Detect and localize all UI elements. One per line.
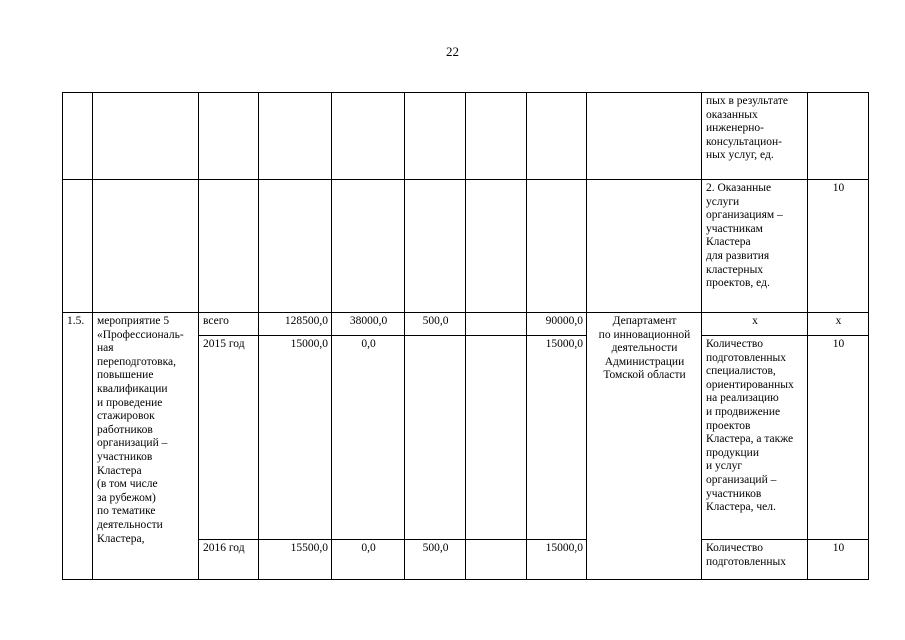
- indicator-cell: [702, 336, 808, 540]
- indicator-text: Количество подготовленных: [706, 542, 786, 568]
- indicator-cell: [702, 93, 808, 180]
- cell-empty: [259, 93, 332, 180]
- cell-empty: [587, 93, 702, 180]
- cell-empty: [466, 180, 527, 313]
- cell-empty: [405, 93, 466, 180]
- total-cell: 128500,0: [259, 313, 332, 336]
- cell-empty: [199, 180, 259, 313]
- amount-cell: [405, 336, 466, 540]
- amount-cell: [466, 540, 527, 580]
- cell-empty: [63, 180, 93, 313]
- amount-cell: 15000,0: [527, 336, 587, 540]
- period-cell: 2016 год: [199, 540, 259, 580]
- table-row: [63, 313, 869, 336]
- cell-empty: [527, 93, 587, 180]
- value-cell: 10: [808, 180, 869, 313]
- indicator-text: пых в результате оказанных инженерно- консультацион- ных услуг, ед.: [706, 95, 788, 162]
- cell-empty: [405, 180, 466, 313]
- total-cell: 15500,0: [259, 540, 332, 580]
- amount-cell: 15000,0: [527, 540, 587, 580]
- value-cell: 10: [808, 336, 869, 540]
- item-number: 1.5.: [63, 313, 93, 580]
- cell-empty: [466, 93, 527, 180]
- period-cell: 2015 год: [199, 336, 259, 540]
- table-row: [63, 93, 869, 180]
- cell-empty: [332, 93, 405, 180]
- page-number: 22: [446, 44, 459, 59]
- indicator-cell: х: [702, 313, 808, 336]
- cell-empty: [332, 180, 405, 313]
- cell-empty: [587, 180, 702, 313]
- executor-text: Департамент по инновационной деятельности Администрации Томской области: [598, 315, 691, 382]
- cell-empty: [527, 180, 587, 313]
- indicator-cell: [702, 180, 808, 313]
- table-row: [63, 180, 869, 313]
- amount-cell: 0,0: [332, 540, 405, 580]
- cell-empty: [63, 93, 93, 180]
- amount-cell: 0,0: [332, 336, 405, 540]
- amount-cell: [466, 313, 527, 336]
- amount-cell: 90000,0: [527, 313, 587, 336]
- executor-cell: [587, 313, 702, 580]
- amount-cell: 500,0: [405, 540, 466, 580]
- cell-empty: [93, 180, 199, 313]
- cell-empty: [93, 93, 199, 180]
- total-cell: 15000,0: [259, 336, 332, 540]
- amount-cell: 38000,0: [332, 313, 405, 336]
- amount-cell: 500,0: [405, 313, 466, 336]
- cell-empty: [259, 180, 332, 313]
- indicator-cell: [702, 540, 808, 580]
- indicator-text: 2. Оказанные услуги организациям – участникам Кластера для развития кластерных проектов, ед.: [706, 182, 783, 290]
- value-cell: х: [808, 313, 869, 336]
- indicator-text: Количество подготовленных специалистов, ориентированных на реализацию и продвижение проектов Кластера, а также продукции и услуг организаций – участников Кластера, чел.: [706, 338, 794, 514]
- item-name: мероприятие 5 «Профессиональ- ная переподготовка, повышение квалификации и проведение стажировок работников организаций – участников Кластера (в том числе за рубежом) по тематике деятельности Кластера,: [97, 315, 184, 545]
- period-cell: всего: [199, 313, 259, 336]
- value-cell: 10: [808, 540, 869, 580]
- value-cell: [808, 93, 869, 180]
- measures-table: [62, 92, 869, 580]
- item-name-cell: [93, 313, 199, 580]
- amount-cell: [466, 336, 527, 540]
- cell-empty: [199, 93, 259, 180]
